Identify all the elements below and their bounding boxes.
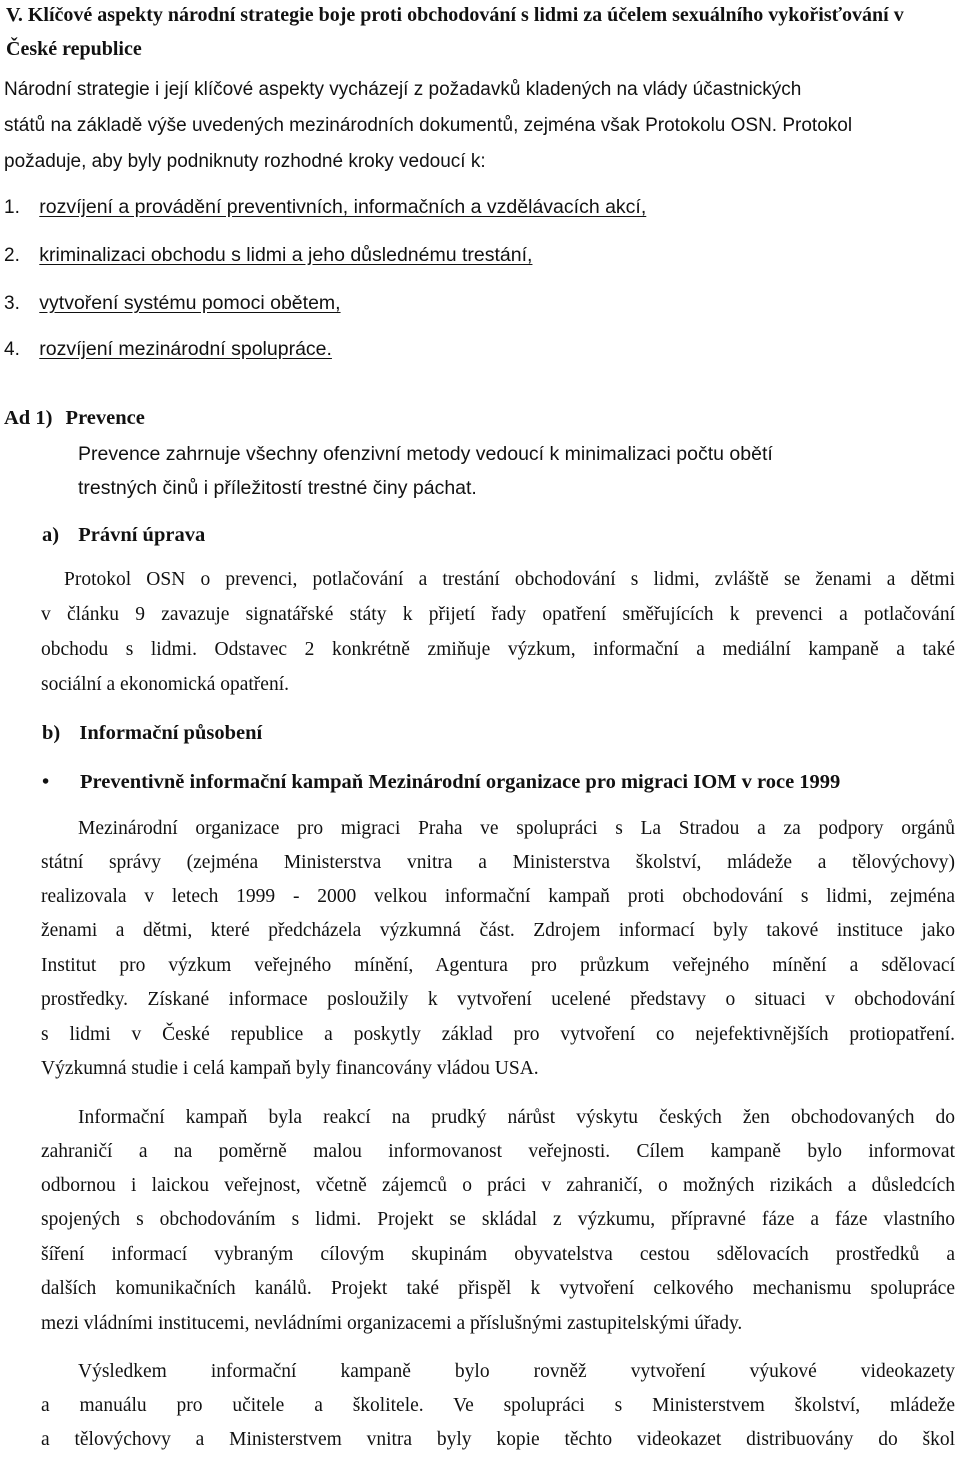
campaign-heading: [42, 765, 840, 799]
legal-line: Protokol OSN o prevenci, potlačování a trestání obchodování s lidmi, zvláště se ženami a dětmi: [64, 569, 955, 590]
para2-line: Informační kampaň byla reakcí na prudký nárůst výskytu českých žen obchodovaných do: [78, 1107, 955, 1128]
bullet-icon: •: [42, 771, 50, 793]
intro-paragraph: [4, 72, 958, 180]
legal-line: v článku 9 zavazuje signatářské státy k přijetí řady opatření směřujících k prevenci a potlačování: [41, 604, 955, 625]
step-number: 1.: [4, 197, 20, 218]
step-number: 4.: [4, 339, 20, 360]
legal-line: sociální a ekonomická opatření.: [41, 674, 289, 695]
para2-line: spojených s obchodováním s lidmi. Projekt se skládal z výzkumu, přípravné fáze a fáze vlastního: [41, 1209, 955, 1230]
step-item-4: [4, 332, 332, 367]
section-title: V. Klíčové aspekty národní strategie boje proti obchodování s lidmi za účelem sexuálního vykořisťování v České republice: [6, 4, 904, 60]
para1-line: realizovala v letech 1999 - 2000 velkou informační kampaň proti obchodování s lidmi, zejména: [41, 886, 955, 907]
para1-line: Mezinárodní organizace pro migraci Praha ve spolupráci s La Stradou a za podpory orgánů: [78, 818, 955, 839]
ad1-title: Prevence: [65, 407, 145, 429]
para3-line: Výsledkem informační kampaně bylo rovněž vytvoření výukové videokazety: [78, 1361, 955, 1382]
sub-b-heading: [42, 716, 262, 750]
para1-line: s lidmi v České republice a poskytly základ pro vytvoření co nejefektivnějších protiopatření.: [41, 1024, 955, 1045]
para2-line: zahraničí a na poměrně malou informovanost veřejnosti. Cílem kampaně bylo informovat: [41, 1141, 955, 1162]
step-text: vytvoření systému pomoci obětem,: [39, 292, 341, 314]
prevention-paragraph: [78, 437, 773, 505]
intro-line: států na základě výše uvedených mezinárodních dokumentů, zejména však Protokolu OSN. Protokol: [4, 115, 853, 136]
para2-line: šíření informací vybraným cílovým skupinám obyvatelstva cestou sdělovacích prostředků a: [41, 1244, 955, 1265]
para1-line: Výzkumná studie i celá kampaň byly financovány vládou USA.: [41, 1058, 539, 1079]
step-item-2: [4, 238, 532, 273]
para1-line: Institut pro výzkum veřejného mínění, Agentura pro průzkum veřejného mínění a sdělovací: [41, 955, 955, 976]
sub-b-title: Informační působení: [79, 722, 263, 744]
step-item-3: [4, 286, 341, 321]
sub-a-heading: [42, 518, 205, 552]
para1-line: státní správy (zejména Ministerstva vnitra a Ministerstva školství, mládeže a tělovýchovy): [41, 852, 955, 873]
step-item-1: [4, 190, 646, 225]
step-text: kriminalizaci obchodu s lidmi a jeho důslednému trestání,: [39, 244, 533, 266]
step-number: 3.: [4, 293, 20, 314]
step-number: 2.: [4, 245, 20, 266]
para1-line: prostředky. Získané informace posloužily k vytvoření ucelené představy o situaci v obchodování: [41, 989, 955, 1010]
campaign-heading-text: Preventivně informační kampaň Mezinárodní organizace pro migraci IOM v roce 1999: [80, 771, 841, 793]
prevention-line: trestných činů i příležitostí trestné činy páchat.: [78, 477, 477, 499]
sub-a-title: Právní úprava: [78, 524, 206, 546]
ad1-prefix: Ad 1): [4, 407, 53, 429]
intro-line: požaduje, aby byly podniknuty rozhodné kroky vedoucí k:: [4, 151, 486, 172]
step-text: rozvíjení a provádění preventivních, informačních a vzdělávacích akcí,: [39, 196, 647, 218]
para2-line: dalších komunikačních kanálů. Projekt také přispěl k vytvoření celkového mechanismu spolupráce: [41, 1278, 955, 1299]
para1-line: ženami a dětmi, které předcházela výzkumná část. Zdrojem informací byly takové instituce jako: [41, 920, 955, 941]
para2-line: mezi vládními institucemi, nevládními organizacemi a příslušnými zastupitelskými úřady.: [41, 1313, 743, 1334]
para3-line: a manuálu pro učitele a školitele. Ve spolupráci s Ministerstvem školství, mládeže: [41, 1395, 955, 1416]
legal-line: obchodu s lidmi. Odstavec 2 konkrétně zmiňuje výzkum, informační a mediální kampaně a také: [41, 639, 955, 660]
ad1-heading: [4, 401, 145, 435]
intro-line: Národní strategie i její klíčové aspekty vycházejí z požadavků kladených na vlády účastnických: [4, 79, 802, 100]
para3-line: a tělovýchovy a Ministerstvem vnitra byly kopie těchto videokazet distribuovány do škol: [41, 1429, 955, 1450]
para2-line: odbornou i laickou veřejnost, včetně zájemců o práci v zahraničí, o možných rizikách a důsledcích: [41, 1175, 955, 1196]
step-text: rozvíjení mezinárodní spolupráce.: [39, 338, 332, 360]
prevention-line: Prevence zahrnuje všechny ofenzivní metody vedoucí k minimalizaci počtu obětí: [78, 443, 773, 465]
sub-a-letter: a): [42, 524, 60, 546]
sub-b-letter: b): [42, 722, 61, 744]
